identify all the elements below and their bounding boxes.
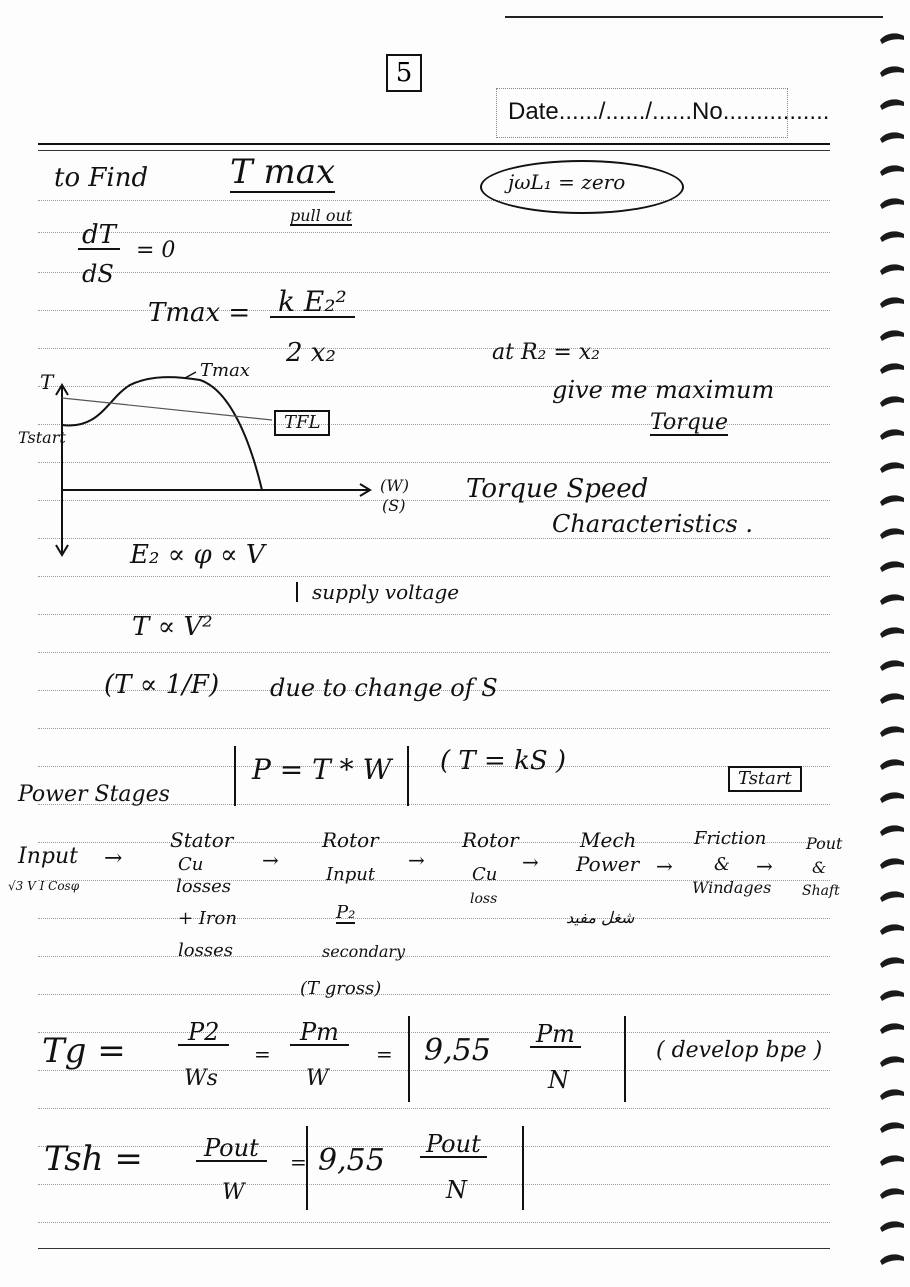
tg-f2-den: W	[306, 1066, 329, 1091]
flow-stator-cu: Cu	[178, 854, 204, 875]
power-stages-label: Power Stages	[18, 782, 170, 807]
tsh-lhs: Tsh =	[44, 1139, 143, 1179]
flow-rotor-cu: Rotor	[462, 828, 519, 852]
tg-note: ( develop bpe )	[656, 1038, 823, 1063]
flow-p2: P₂	[336, 902, 356, 923]
tg-f3-num: Pm	[530, 1022, 581, 1048]
tg-eq-1: =	[254, 1042, 271, 1066]
flow-arrow-6: →	[756, 854, 773, 878]
flow-arrow-4: →	[522, 850, 539, 874]
torque-speed-label-1: Torque Speed	[466, 474, 649, 504]
torque-speed-label-2: Characteristics .	[552, 510, 753, 538]
tmax-denominator: 2 x₂	[286, 338, 336, 368]
max-condition: at R₂ = x₂	[492, 340, 600, 365]
tsh-f2-den: N	[446, 1176, 467, 1204]
deriv-denominator: dS	[82, 260, 114, 288]
graph-axis-s: (S)	[382, 496, 406, 515]
flow-rotor-input-2: Input	[326, 864, 376, 885]
flow-mech: Mech	[580, 828, 637, 852]
date-header: Date....../....../......No................	[508, 98, 830, 125]
tsh-f1-num: Pout	[196, 1136, 267, 1162]
graph-tmax-label: Tmax	[200, 360, 250, 381]
give-max-line2: Torque	[650, 410, 728, 435]
title-tmax: T max	[230, 152, 336, 192]
flow-rotor-cu-3: loss	[470, 891, 498, 907]
t-ks-note: ( T = kS )	[440, 746, 567, 776]
deriv-numerator: dT	[78, 222, 120, 250]
flow-stator-iron-losses: losses	[178, 940, 233, 961]
tmax-lhs: Tmax =	[148, 298, 251, 328]
tmax-numerator: k E₂²	[270, 288, 355, 318]
tsh-eq: =	[290, 1150, 307, 1174]
tg-f1-den: Ws	[184, 1066, 218, 1091]
flow-shaft: Shaft	[802, 883, 840, 899]
flow-arrow-2: →	[262, 848, 279, 872]
tsh-f2-const: 9,55	[318, 1143, 385, 1178]
flow-stator-losses: losses	[176, 876, 231, 897]
tg-lhs: Tg =	[42, 1031, 126, 1071]
tg-f3-den: N	[548, 1066, 569, 1094]
power-equation-box	[234, 746, 409, 806]
flow-arrow-3: →	[408, 848, 425, 872]
flow-arrow-5: →	[656, 854, 673, 878]
graph-tfl-label: TFL	[274, 410, 330, 436]
due-to-change: due to change of S	[270, 674, 498, 702]
tsh-f1-den: W	[222, 1180, 245, 1205]
flow-secondary: secondary	[322, 942, 406, 961]
e2-proportional: E₂ ∝ φ ∝ V	[130, 540, 265, 570]
power-equation: P = T * W	[252, 753, 392, 786]
give-max-line1: give me maximum	[552, 376, 775, 404]
flow-rotor-input: Rotor	[322, 828, 379, 852]
flow-input-sub: √3 V I Cosφ	[8, 879, 80, 893]
supply-voltage-note: supply voltage	[296, 582, 459, 602]
graph-tstart-label: Tstart	[18, 428, 66, 447]
pull-out-note: pull out	[290, 206, 353, 225]
flow-arrow-1: →	[104, 846, 123, 871]
flow-pout-and: &	[812, 858, 827, 877]
flow-windages: Windages	[692, 878, 772, 897]
flow-pout: Pout	[806, 834, 843, 853]
zero-note: jωL₁ = zero	[508, 170, 626, 194]
flow-friction: Friction	[694, 828, 767, 849]
flow-mech-power: Power	[576, 852, 640, 876]
tg-eq-2: =	[376, 1042, 393, 1066]
flow-mech-arabic: شغل مفيد	[566, 908, 635, 927]
flow-input: Input	[18, 844, 78, 869]
tstart-box: Tstart	[728, 766, 802, 792]
t-prop-v2: T ∝ V²	[132, 612, 213, 642]
tsh-f2-num: Pout	[420, 1132, 487, 1158]
tg-f1-num: P2	[178, 1020, 229, 1046]
flow-stator-iron: + Iron	[178, 908, 237, 929]
tg-f3-const: 9,55	[424, 1033, 491, 1068]
page-number: 5	[386, 54, 422, 92]
flow-rotor-cu-2: Cu	[472, 864, 498, 885]
title-prefix: to Find	[54, 163, 149, 193]
t-prop-inv-f: (T ∝ 1/F)	[104, 670, 220, 700]
flow-stator: Stator	[170, 828, 234, 852]
tg-f2-num: Pm	[290, 1020, 349, 1046]
graph-t-label: T	[40, 370, 54, 394]
graph-axis-w: (W)	[380, 476, 409, 495]
flow-friction-and: &	[714, 854, 731, 875]
flow-t-gross: (T gross)	[300, 978, 382, 999]
deriv-rhs: = 0	[136, 238, 176, 263]
